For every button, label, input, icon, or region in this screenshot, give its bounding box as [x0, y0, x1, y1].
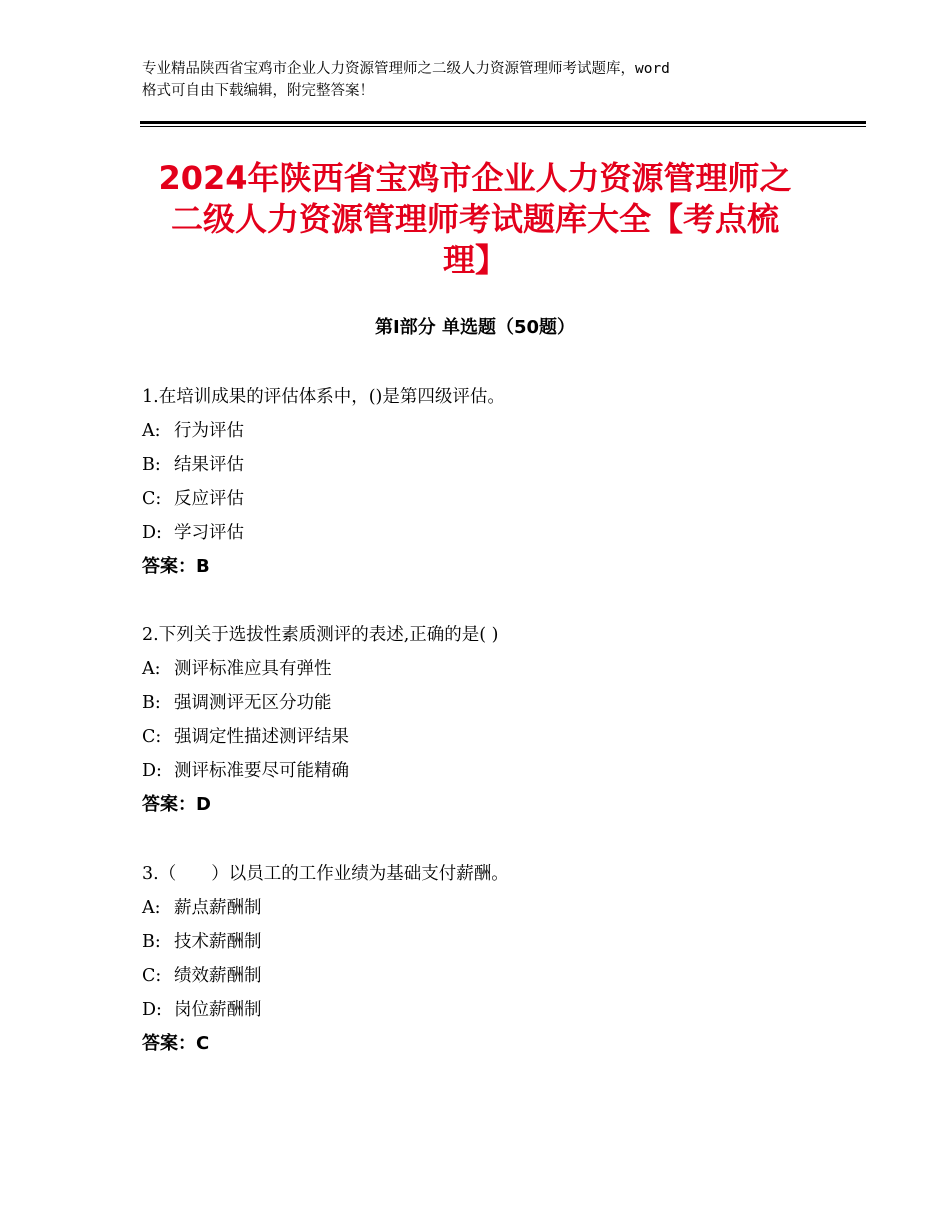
option-letter: B:	[142, 455, 161, 475]
section-heading: 第Ⅰ部分 单选题（50题）	[374, 317, 575, 338]
option-text: 测评标准要尽可能精确	[174, 761, 349, 781]
option-text: 学习评估	[174, 523, 244, 543]
answer: 答案：C	[142, 1033, 210, 1054]
option-d	[142, 754, 842, 788]
option-text: 测评标准应具有弹性	[174, 659, 332, 679]
question-1	[142, 380, 842, 584]
option-letter: D:	[142, 523, 162, 543]
option-d	[142, 516, 842, 550]
title-line: 二级人力资源管理师考试题库大全【考点梳	[170, 200, 779, 238]
option-text: 技术薪酬制	[174, 932, 262, 952]
option-letter: C:	[142, 489, 162, 509]
option-text: 结果评估	[174, 455, 244, 475]
option-a	[142, 652, 842, 686]
question-stem: 2.下列关于选拔性素质测评的表述,正确的是( )	[142, 625, 499, 645]
option-text: 强调定性描述测评结果	[174, 727, 349, 747]
answer: 答案：D	[142, 794, 211, 815]
option-text: 绩效薪酬制	[174, 966, 262, 986]
document-title	[120, 158, 830, 281]
option-letter: C:	[142, 966, 162, 986]
option-letter: D:	[142, 1000, 162, 1020]
title-line: 理】	[442, 241, 507, 279]
header-divider-thin	[140, 126, 866, 127]
option-a	[142, 414, 842, 448]
option-letter: A:	[142, 659, 161, 679]
option-letter: B:	[142, 932, 161, 952]
title-line: 2024年陕西省宝鸡市企业人力资源管理师之	[158, 159, 792, 197]
header-note-line: 专业精品陕西省宝鸡市企业人力资源管理师之二级人力资源管理师考试题库，word	[142, 61, 670, 77]
header-note	[142, 58, 822, 102]
option-text: 岗位薪酬制	[174, 1000, 262, 1020]
option-letter: C:	[142, 727, 162, 747]
question-stem: 3.（ ）以员工的工作业绩为基础支付薪酬。	[142, 864, 509, 884]
header-note-line: 格式可自由下载编辑，附完整答案！	[142, 83, 374, 99]
option-letter: A:	[142, 898, 161, 918]
option-b	[142, 925, 842, 959]
option-text: 行为评估	[174, 421, 244, 441]
option-letter: D:	[142, 761, 162, 781]
option-text: 薪点薪酬制	[174, 898, 262, 918]
option-b	[142, 686, 842, 720]
option-text: 反应评估	[174, 489, 244, 509]
option-c	[142, 482, 842, 516]
option-c	[142, 959, 842, 993]
question-2	[142, 618, 842, 822]
question-stem: 1.在培训成果的评估体系中，()是第四级评估。	[142, 387, 505, 407]
option-c	[142, 720, 842, 754]
option-letter: A:	[142, 421, 161, 441]
answer: 答案：B	[142, 556, 210, 577]
option-d	[142, 993, 842, 1027]
header-divider-thick	[140, 121, 866, 124]
question-3	[142, 857, 842, 1061]
option-b	[142, 448, 842, 482]
option-letter: B:	[142, 693, 161, 713]
option-text: 强调测评无区分功能	[174, 693, 332, 713]
option-a	[142, 891, 842, 925]
